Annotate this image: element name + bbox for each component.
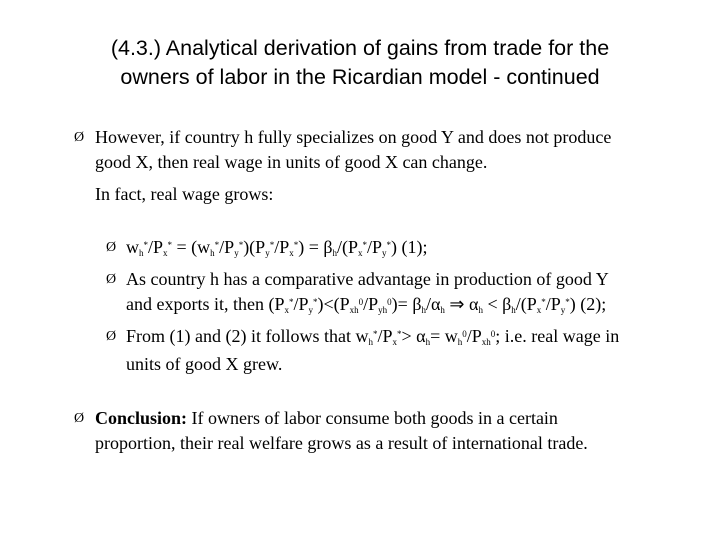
conclusion-label: Conclusion: bbox=[95, 408, 188, 428]
item3-line-2: units of good X grew. bbox=[126, 353, 283, 374]
sub-bullet-arrow-icon: Ø bbox=[106, 272, 117, 287]
sub-bullet-arrow-icon: Ø bbox=[106, 240, 117, 255]
slide-title bbox=[40, 34, 680, 92]
bullet-arrow-icon: Ø bbox=[74, 130, 85, 145]
para1-line-2: good X, then real wage in units of good X can change. bbox=[95, 151, 488, 172]
conclusion-paragraph bbox=[95, 406, 588, 455]
para1-line-3: In fact, real wage grows: bbox=[95, 184, 274, 204]
title-line-1: (4.3.) Analytical derivation of gains from trade for the bbox=[110, 36, 610, 60]
item2-line-1: As country h has a comparative advantage in production of good Y bbox=[126, 269, 609, 289]
bullet-arrow-icon: Ø bbox=[74, 411, 85, 426]
equation-1: $w_h^*/P_x^* = (w_h^*/P_y^*)(P_y^*/P_x^*) = \beta_h/(P_x^*/P_y^*)$ (1); bbox=[126, 237, 428, 258]
comparative-advantage-item: As country h has a comparative advantage in production of good Y and exports it, then $(P_x^*/P_y^*)<(P_{xh}^0/P_{yh}^0)= \beta_h/\alpha_h$ ⇒ $\alpha_h < \beta_h/(P_x^*/P_y^*)$ (2); bbox=[126, 269, 609, 315]
real-wage-item: From (1) and (2) it follows that $w_h^*/P_x^*> \alpha_h= w_h^0/P_{xh}^0$; i.e. real wage in units of good X grew. bbox=[126, 324, 619, 376]
sub-bullet-arrow-icon: Ø bbox=[106, 329, 117, 344]
paragraph-specialization bbox=[95, 125, 611, 207]
para1-line-1: However, if country h fully specializes on good Y and does not produce bbox=[95, 127, 612, 147]
title-line-2: owners of labor in the Ricardian model - continued bbox=[120, 65, 600, 89]
conclusion-line-1: If owners of labor consume both goods in a certain bbox=[187, 408, 558, 428]
conclusion-line-2: proportion, their real welfare grows as a result of international trade. bbox=[95, 432, 588, 453]
